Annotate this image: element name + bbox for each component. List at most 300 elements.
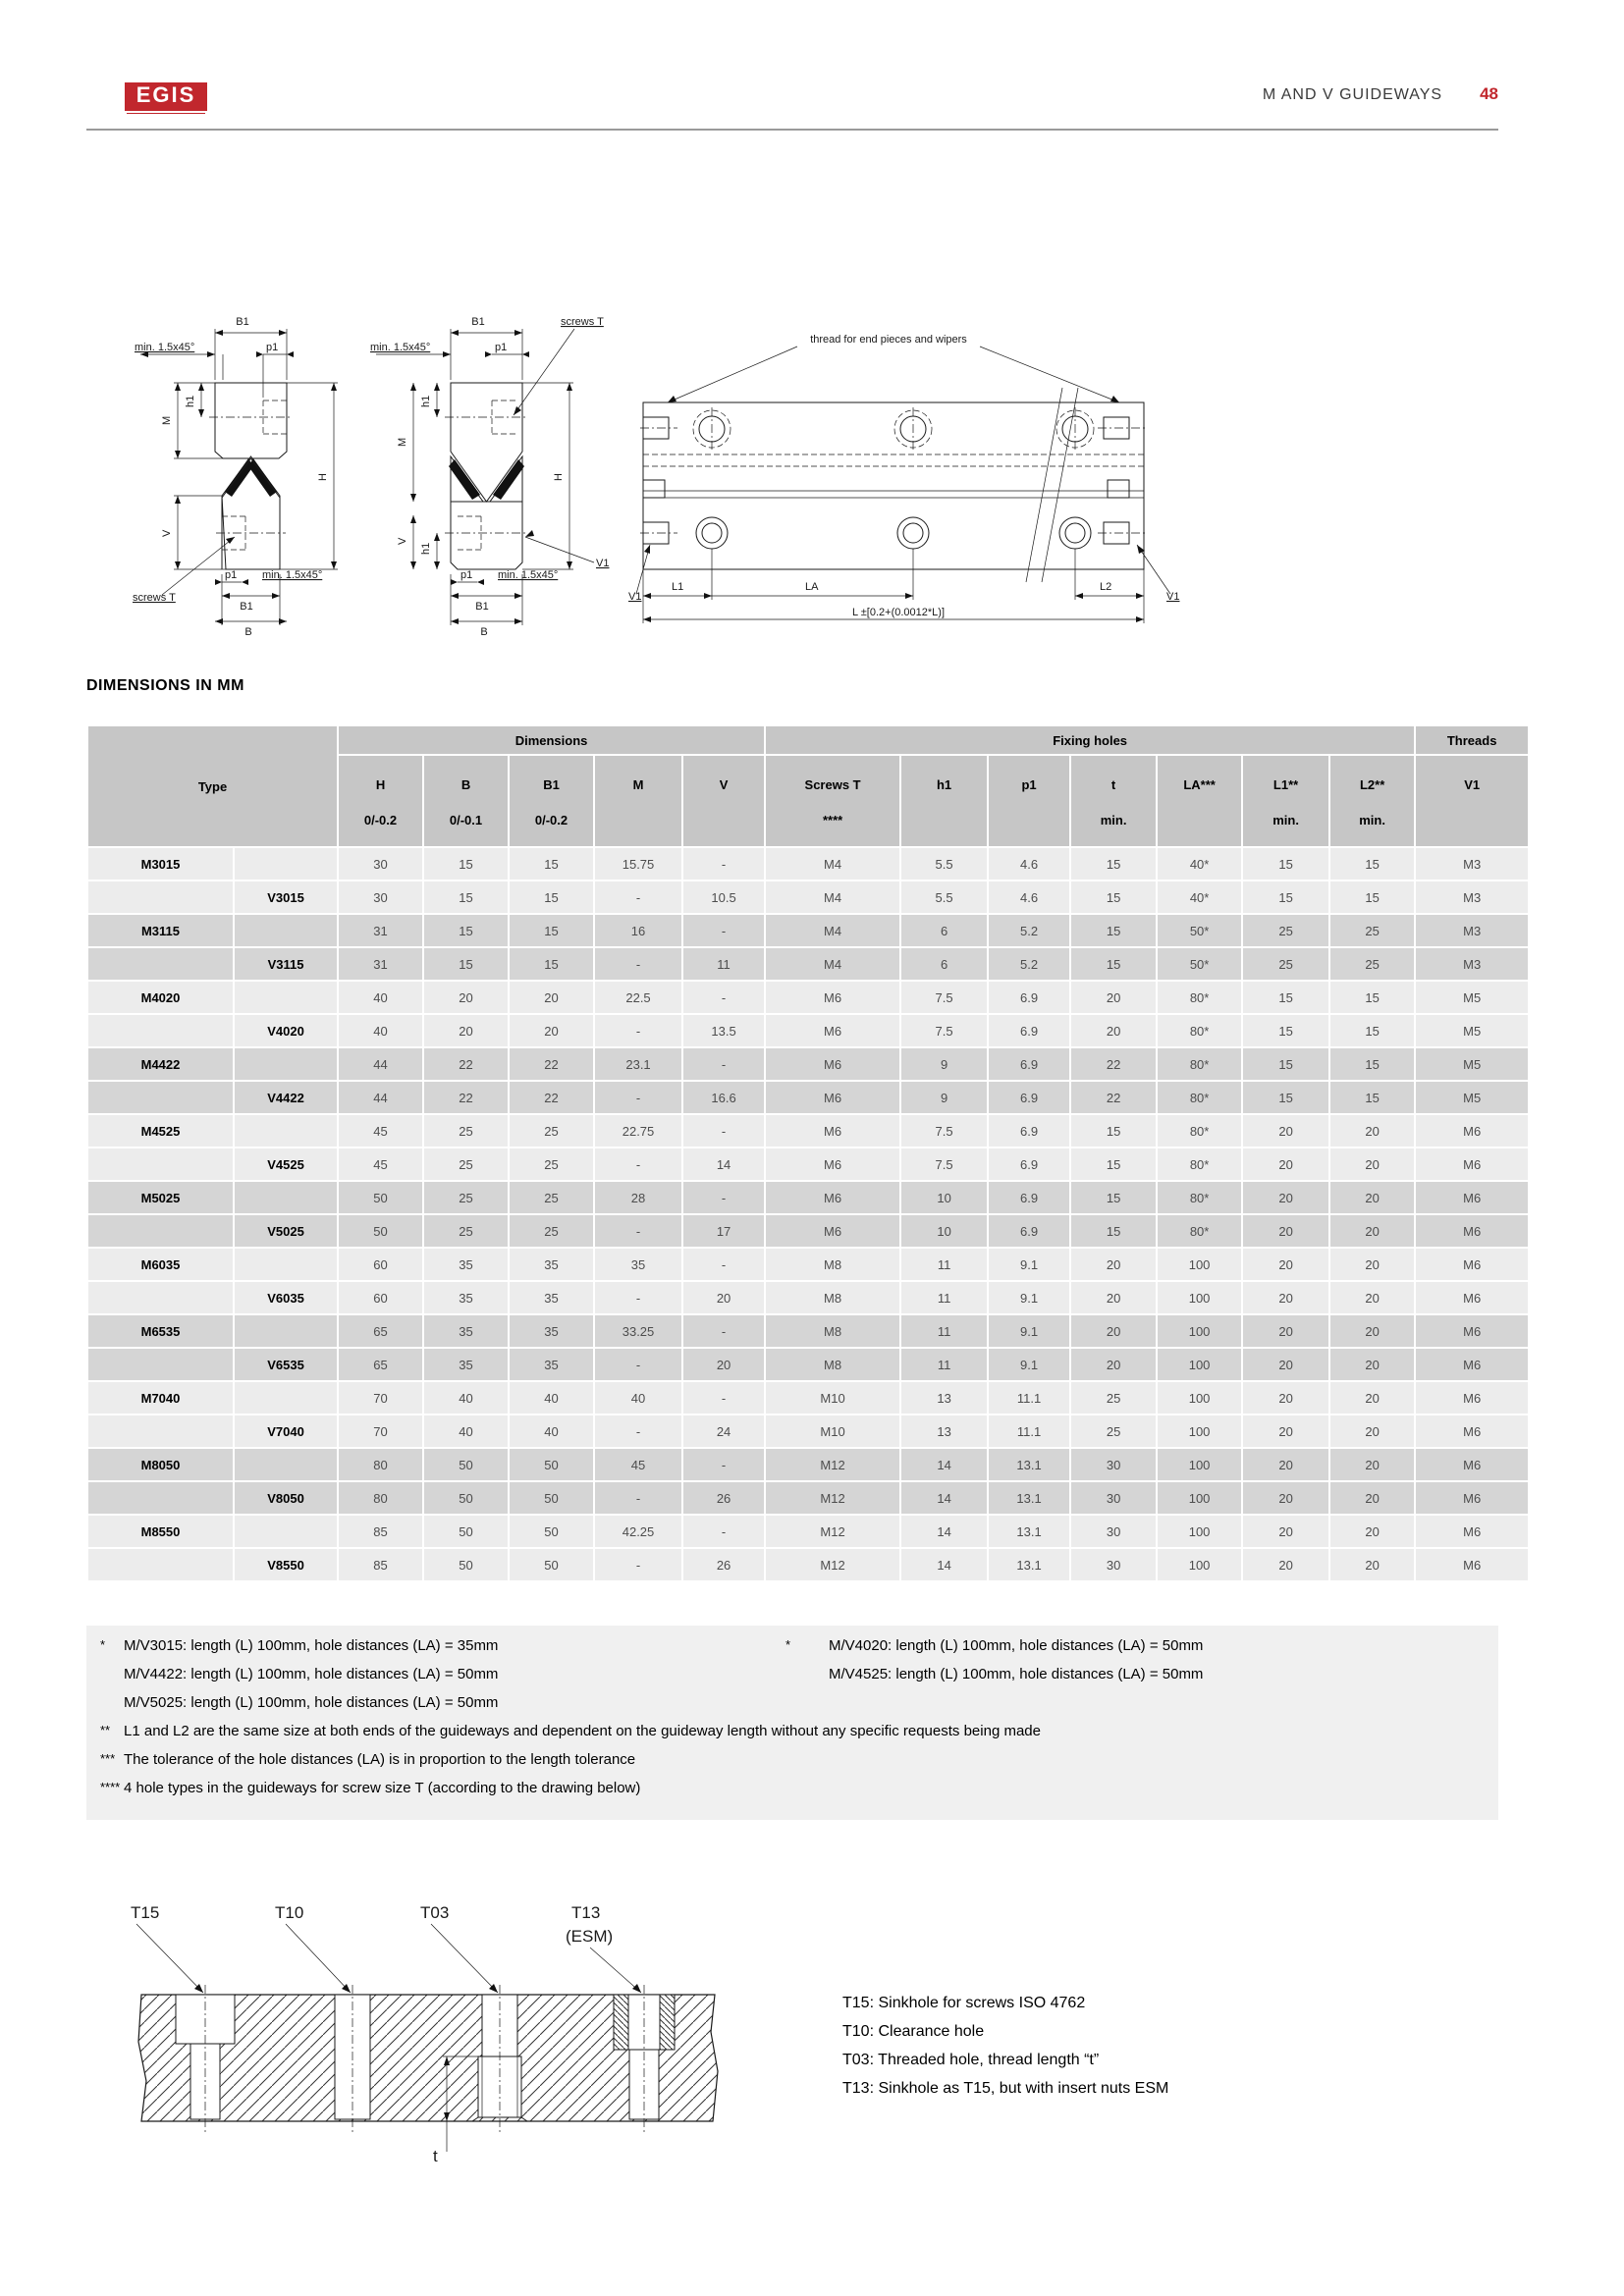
value-cell-l1: 20 xyxy=(1243,1315,1328,1347)
type-cell-v: V8050 xyxy=(235,1482,337,1514)
value-cell-screws: M6 xyxy=(766,1015,899,1046)
type-cell-m xyxy=(88,1415,233,1447)
value-cell-l1: 20 xyxy=(1243,1415,1328,1447)
value-cell-m: - xyxy=(595,1549,681,1580)
type-cell-m: M4422 xyxy=(88,1048,233,1080)
value-cell-l1: 20 xyxy=(1243,1382,1328,1414)
col-header-p1: p1 xyxy=(989,756,1069,846)
screws-t-label: screws T xyxy=(561,316,604,328)
type-header: Type xyxy=(88,726,337,846)
value-cell-l2: 25 xyxy=(1330,915,1414,946)
col-header-v: V xyxy=(683,756,764,846)
dim-label-b1-bottom: B1 xyxy=(240,601,253,613)
value-cell-screws: M6 xyxy=(766,982,899,1013)
footnote-marker: ** xyxy=(100,1723,111,1737)
dim-label-chamfer-bottom: min. 1.5x45° xyxy=(498,569,559,581)
value-cell-t: 15 xyxy=(1071,1115,1156,1147)
value-cell-h: 30 xyxy=(339,881,422,913)
value-cell-t: 25 xyxy=(1071,1415,1156,1447)
value-cell-screws: M6 xyxy=(766,1048,899,1080)
type-cell-m: M3115 xyxy=(88,915,233,946)
value-cell-h: 80 xyxy=(339,1449,422,1480)
table-row xyxy=(88,915,1528,946)
type-cell-m xyxy=(88,1148,233,1180)
value-cell-screws: M4 xyxy=(766,881,899,913)
value-cell-h1: 14 xyxy=(901,1549,987,1580)
value-cell-l1: 15 xyxy=(1243,1082,1328,1113)
header-rule xyxy=(86,129,1498,131)
footnote-text: 4 hole types in the guideways for screw size T (according to the drawing below) xyxy=(124,1780,641,1796)
value-cell-m: - xyxy=(595,1082,681,1113)
value-cell-h: 31 xyxy=(339,948,422,980)
value-cell-v: 10.5 xyxy=(683,881,764,913)
value-cell-la: 100 xyxy=(1158,1516,1241,1547)
value-cell-p1: 6.9 xyxy=(989,1182,1069,1213)
value-cell-m: - xyxy=(595,948,681,980)
value-cell-b: 35 xyxy=(424,1349,508,1380)
value-cell-h1: 13 xyxy=(901,1415,987,1447)
value-cell-b1: 50 xyxy=(510,1482,593,1514)
egis-logo: EGIS xyxy=(125,82,207,111)
value-cell-b: 35 xyxy=(424,1315,508,1347)
value-cell-p1: 5.2 xyxy=(989,915,1069,946)
value-cell-screws: M12 xyxy=(766,1449,899,1480)
value-cell-screws: M10 xyxy=(766,1415,899,1447)
legend-item-t15: T15: Sinkhole for screws ISO 4762 xyxy=(842,1995,1086,2011)
value-cell-m: 22.5 xyxy=(595,982,681,1013)
v1-label: V1 xyxy=(596,558,610,569)
value-cell-h1: 7.5 xyxy=(901,1115,987,1147)
value-cell-m: 15.75 xyxy=(595,848,681,880)
value-cell-la: 100 xyxy=(1158,1282,1241,1313)
dim-label-b: B xyxy=(244,626,252,638)
value-cell-l1: 20 xyxy=(1243,1249,1328,1280)
value-cell-h: 70 xyxy=(339,1415,422,1447)
value-cell-l1: 25 xyxy=(1243,915,1328,946)
value-cell-v: - xyxy=(683,1048,764,1080)
value-cell-m: 42.25 xyxy=(595,1516,681,1547)
legend-item-t10: T10: Clearance hole xyxy=(842,2023,985,2040)
value-cell-t: 20 xyxy=(1071,982,1156,1013)
value-cell-l2: 15 xyxy=(1330,1015,1414,1046)
value-cell-l2: 15 xyxy=(1330,982,1414,1013)
type-cell-m xyxy=(88,1015,233,1046)
value-cell-v1: M5 xyxy=(1416,1015,1528,1046)
value-cell-h: 60 xyxy=(339,1282,422,1313)
value-cell-screws: M8 xyxy=(766,1282,899,1313)
value-cell-h1: 7.5 xyxy=(901,982,987,1013)
value-cell-la: 80* xyxy=(1158,1115,1241,1147)
dim-label-l-tolerance: L ±[0.2+(0.0012*L)] xyxy=(852,607,945,618)
value-cell-l2: 20 xyxy=(1330,1415,1414,1447)
type-cell-m: M6035 xyxy=(88,1249,233,1280)
value-cell-l1: 20 xyxy=(1243,1182,1328,1213)
value-cell-v1: M3 xyxy=(1416,848,1528,880)
value-cell-t: 20 xyxy=(1071,1249,1156,1280)
value-cell-m: - xyxy=(595,1415,681,1447)
value-cell-v: - xyxy=(683,1516,764,1547)
value-cell-h1: 14 xyxy=(901,1516,987,1547)
dim-label-h: H xyxy=(553,473,565,481)
value-cell-h1: 7.5 xyxy=(901,1148,987,1180)
value-cell-la: 50* xyxy=(1158,915,1241,946)
value-cell-v1: M6 xyxy=(1416,1315,1528,1347)
type-cell-m: M4020 xyxy=(88,982,233,1013)
value-cell-b1: 15 xyxy=(510,881,593,913)
value-cell-v1: M6 xyxy=(1416,1282,1528,1313)
value-cell-t: 15 xyxy=(1071,915,1156,946)
value-cell-v: - xyxy=(683,1382,764,1414)
t03-label: T03 xyxy=(420,1903,450,1922)
value-cell-p1: 6.9 xyxy=(989,1015,1069,1046)
value-cell-la: 100 xyxy=(1158,1382,1241,1414)
value-cell-la: 80* xyxy=(1158,982,1241,1013)
value-cell-h: 70 xyxy=(339,1382,422,1414)
dim-label-p1-bottom: p1 xyxy=(225,569,238,581)
table-row xyxy=(88,1148,1528,1180)
value-cell-l1: 15 xyxy=(1243,1048,1328,1080)
value-cell-l2: 20 xyxy=(1330,1282,1414,1313)
value-cell-p1: 13.1 xyxy=(989,1549,1069,1580)
value-cell-v1: M3 xyxy=(1416,915,1528,946)
group-header-fixing-holes: Fixing holes xyxy=(766,726,1414,754)
footnote-text: M/V4525: length (L) 100mm, hole distances (LA) = 50mm xyxy=(829,1666,1204,1682)
value-cell-p1: 9.1 xyxy=(989,1349,1069,1380)
section-title: M AND V GUIDEWAYS xyxy=(1262,86,1443,103)
value-cell-m: 16 xyxy=(595,915,681,946)
group-header-threads: Threads xyxy=(1416,726,1528,754)
value-cell-la: 50* xyxy=(1158,948,1241,980)
value-cell-b: 40 xyxy=(424,1415,508,1447)
value-cell-la: 100 xyxy=(1158,1449,1241,1480)
value-cell-h: 60 xyxy=(339,1249,422,1280)
dim-label-p1-top: p1 xyxy=(266,342,279,353)
value-cell-l1: 15 xyxy=(1243,848,1328,880)
value-cell-h1: 9 xyxy=(901,1048,987,1080)
t10-label: T10 xyxy=(275,1903,304,1922)
value-cell-t: 25 xyxy=(1071,1382,1156,1414)
value-cell-v: - xyxy=(683,1249,764,1280)
type-cell-v xyxy=(235,1315,337,1347)
value-cell-l1: 20 xyxy=(1243,1215,1328,1247)
value-cell-b: 20 xyxy=(424,1015,508,1046)
col-header-l2: L2** min. xyxy=(1330,756,1414,846)
value-cell-p1: 6.9 xyxy=(989,982,1069,1013)
value-cell-la: 40* xyxy=(1158,881,1241,913)
value-cell-la: 80* xyxy=(1158,1182,1241,1213)
value-cell-l1: 20 xyxy=(1243,1115,1328,1147)
value-cell-h1: 9 xyxy=(901,1082,987,1113)
value-cell-h: 50 xyxy=(339,1182,422,1213)
value-cell-b: 15 xyxy=(424,848,508,880)
type-cell-v xyxy=(235,982,337,1013)
type-cell-m xyxy=(88,948,233,980)
type-cell-m xyxy=(88,1282,233,1313)
type-cell-v xyxy=(235,1048,337,1080)
type-cell-v: V6535 xyxy=(235,1349,337,1380)
value-cell-b: 40 xyxy=(424,1382,508,1414)
value-cell-t: 15 xyxy=(1071,1215,1156,1247)
value-cell-l1: 20 xyxy=(1243,1282,1328,1313)
value-cell-screws: M4 xyxy=(766,915,899,946)
value-cell-m: 33.25 xyxy=(595,1315,681,1347)
value-cell-t: 15 xyxy=(1071,1148,1156,1180)
value-cell-m: - xyxy=(595,1482,681,1514)
footnote-marker: **** xyxy=(100,1780,121,1794)
value-cell-b1: 15 xyxy=(510,915,593,946)
type-cell-v xyxy=(235,1382,337,1414)
value-cell-p1: 6.9 xyxy=(989,1082,1069,1113)
t13-label: T13 xyxy=(571,1903,601,1922)
value-cell-b1: 25 xyxy=(510,1215,593,1247)
value-cell-l1: 25 xyxy=(1243,948,1328,980)
value-cell-v: 20 xyxy=(683,1282,764,1313)
value-cell-v: 26 xyxy=(683,1549,764,1580)
type-cell-v xyxy=(235,1182,337,1213)
t-dim-label: t xyxy=(433,2147,438,2165)
value-cell-v: 13.5 xyxy=(683,1015,764,1046)
value-cell-m: - xyxy=(595,1282,681,1313)
type-cell-m: M8550 xyxy=(88,1516,233,1547)
value-cell-t: 20 xyxy=(1071,1015,1156,1046)
value-cell-h1: 5.5 xyxy=(901,848,987,880)
value-cell-p1: 11.1 xyxy=(989,1415,1069,1447)
type-cell-m xyxy=(88,1215,233,1247)
value-cell-screws: M4 xyxy=(766,948,899,980)
value-cell-l2: 15 xyxy=(1330,848,1414,880)
table-row xyxy=(88,1482,1528,1514)
value-cell-b1: 22 xyxy=(510,1048,593,1080)
value-cell-h1: 6 xyxy=(901,915,987,946)
value-cell-b: 25 xyxy=(424,1182,508,1213)
value-cell-screws: M8 xyxy=(766,1349,899,1380)
value-cell-l1: 15 xyxy=(1243,881,1328,913)
value-cell-m: 23.1 xyxy=(595,1048,681,1080)
value-cell-b1: 25 xyxy=(510,1182,593,1213)
value-cell-t: 15 xyxy=(1071,948,1156,980)
dimension-table-body xyxy=(88,848,1528,1580)
value-cell-h: 65 xyxy=(339,1315,422,1347)
dim-label-h1-bottom: h1 xyxy=(420,542,432,555)
value-cell-b: 50 xyxy=(424,1516,508,1547)
footnote-marker: * xyxy=(785,1637,791,1652)
value-cell-p1: 9.1 xyxy=(989,1282,1069,1313)
hole-type-legend xyxy=(842,1989,1168,2103)
value-cell-t: 20 xyxy=(1071,1349,1156,1380)
value-cell-l2: 20 xyxy=(1330,1516,1414,1547)
value-cell-v: 20 xyxy=(683,1349,764,1380)
value-cell-v1: M6 xyxy=(1416,1115,1528,1147)
value-cell-l2: 20 xyxy=(1330,1549,1414,1580)
footnote-text: M/V5025: length (L) 100mm, hole distances (LA) = 50mm xyxy=(124,1694,499,1711)
value-cell-v: 16.6 xyxy=(683,1082,764,1113)
value-cell-b: 25 xyxy=(424,1215,508,1247)
value-cell-b1: 25 xyxy=(510,1115,593,1147)
dim-label-h1: h1 xyxy=(420,395,432,407)
value-cell-la: 100 xyxy=(1158,1549,1241,1580)
value-cell-b: 50 xyxy=(424,1549,508,1580)
footnote-text: M/V3015: length (L) 100mm, hole distances (LA) = 35mm xyxy=(124,1637,499,1654)
table-row xyxy=(88,1182,1528,1213)
t15-label: T15 xyxy=(131,1903,160,1922)
col-header-la: LA*** xyxy=(1158,756,1241,846)
value-cell-h1: 11 xyxy=(901,1282,987,1313)
table-row xyxy=(88,881,1528,913)
value-cell-h: 80 xyxy=(339,1482,422,1514)
col-header-b1: B1 0/-0.2 xyxy=(510,756,593,846)
value-cell-b: 35 xyxy=(424,1282,508,1313)
value-cell-t: 22 xyxy=(1071,1048,1156,1080)
value-cell-p1: 4.6 xyxy=(989,848,1069,880)
value-cell-h: 44 xyxy=(339,1048,422,1080)
value-cell-la: 80* xyxy=(1158,1048,1241,1080)
value-cell-h1: 13 xyxy=(901,1382,987,1414)
hole-types-drawing xyxy=(93,1895,741,2179)
value-cell-screws: M8 xyxy=(766,1249,899,1280)
value-cell-la: 40* xyxy=(1158,848,1241,880)
value-cell-t: 30 xyxy=(1071,1482,1156,1514)
v1-label-left: V1 xyxy=(628,591,642,603)
dim-label-b1-bottom: B1 xyxy=(475,601,489,613)
dim-label-p1-top: p1 xyxy=(495,342,508,353)
value-cell-l2: 15 xyxy=(1330,1048,1414,1080)
table-row xyxy=(88,1249,1528,1280)
table-row xyxy=(88,1015,1528,1046)
type-cell-v xyxy=(235,915,337,946)
value-cell-l2: 20 xyxy=(1330,1182,1414,1213)
t10-hole xyxy=(335,1985,370,2135)
dim-label-m: M xyxy=(161,415,173,425)
value-cell-v1: M6 xyxy=(1416,1415,1528,1447)
dim-label-chamfer-top: min. 1.5x45° xyxy=(370,342,431,353)
type-cell-m xyxy=(88,1549,233,1580)
value-cell-t: 30 xyxy=(1071,1449,1156,1480)
type-cell-m: M6535 xyxy=(88,1315,233,1347)
value-cell-la: 80* xyxy=(1158,1215,1241,1247)
value-cell-la: 100 xyxy=(1158,1349,1241,1380)
value-cell-b: 22 xyxy=(424,1082,508,1113)
value-cell-b1: 35 xyxy=(510,1315,593,1347)
value-cell-h1: 11 xyxy=(901,1249,987,1280)
end-thread-symbols xyxy=(640,417,1147,544)
type-cell-v xyxy=(235,1516,337,1547)
value-cell-screws: M6 xyxy=(766,1148,899,1180)
value-cell-l2: 20 xyxy=(1330,1148,1414,1180)
value-cell-l2: 20 xyxy=(1330,1315,1414,1347)
type-cell-v xyxy=(235,848,337,880)
group-header-dimensions: Dimensions xyxy=(339,726,764,754)
value-cell-p1: 13.1 xyxy=(989,1516,1069,1547)
value-cell-h: 31 xyxy=(339,915,422,946)
col-header-v1: V1 xyxy=(1416,756,1528,846)
value-cell-t: 15 xyxy=(1071,881,1156,913)
value-cell-p1: 4.6 xyxy=(989,881,1069,913)
value-cell-v: - xyxy=(683,915,764,946)
value-cell-m: 45 xyxy=(595,1449,681,1480)
value-cell-v1: M6 xyxy=(1416,1249,1528,1280)
footnote-text: The tolerance of the hole distances (LA) is in proportion to the length tolerance xyxy=(124,1751,636,1768)
value-cell-h1: 14 xyxy=(901,1449,987,1480)
value-cell-l1: 20 xyxy=(1243,1148,1328,1180)
col-header-t: t min. xyxy=(1071,756,1156,846)
value-cell-l2: 20 xyxy=(1330,1482,1414,1514)
value-cell-m: - xyxy=(595,1148,681,1180)
m-profile-cross-section-drawing xyxy=(133,309,368,638)
value-cell-h: 45 xyxy=(339,1115,422,1147)
value-cell-h: 65 xyxy=(339,1349,422,1380)
type-cell-m xyxy=(88,881,233,913)
guideway-top-view-drawing xyxy=(628,309,1218,643)
bottom-hole-row xyxy=(696,517,1091,549)
type-cell-m: M4525 xyxy=(88,1115,233,1147)
value-cell-t: 22 xyxy=(1071,1082,1156,1113)
value-cell-la: 80* xyxy=(1158,1015,1241,1046)
type-cell-v: V4422 xyxy=(235,1082,337,1113)
table-row xyxy=(88,1349,1528,1380)
value-cell-la: 80* xyxy=(1158,1148,1241,1180)
value-cell-v1: M6 xyxy=(1416,1349,1528,1380)
value-cell-v: 24 xyxy=(683,1415,764,1447)
value-cell-v1: M6 xyxy=(1416,1182,1528,1213)
esm-label: (ESM) xyxy=(566,1927,614,1946)
value-cell-h1: 7.5 xyxy=(901,1015,987,1046)
type-cell-v: V3015 xyxy=(235,881,337,913)
col-header-b: B 0/-0.1 xyxy=(424,756,508,846)
value-cell-l2: 15 xyxy=(1330,881,1414,913)
value-cell-v1: M6 xyxy=(1416,1215,1528,1247)
value-cell-b: 25 xyxy=(424,1148,508,1180)
value-cell-m: - xyxy=(595,1349,681,1380)
value-cell-b1: 50 xyxy=(510,1449,593,1480)
value-cell-h: 45 xyxy=(339,1148,422,1180)
col-header-h1: h1 xyxy=(901,756,987,846)
value-cell-t: 20 xyxy=(1071,1315,1156,1347)
value-cell-p1: 9.1 xyxy=(989,1249,1069,1280)
value-cell-b1: 40 xyxy=(510,1415,593,1447)
value-cell-t: 15 xyxy=(1071,848,1156,880)
value-cell-l2: 20 xyxy=(1330,1115,1414,1147)
value-cell-m: 22.75 xyxy=(595,1115,681,1147)
value-cell-v: - xyxy=(683,1182,764,1213)
col-header-screws-t: Screws T **** xyxy=(766,756,899,846)
table-row xyxy=(88,848,1528,880)
value-cell-h1: 11 xyxy=(901,1315,987,1347)
col-header-h: H 0/-0.2 xyxy=(339,756,422,846)
value-cell-h: 40 xyxy=(339,1015,422,1046)
value-cell-h: 40 xyxy=(339,982,422,1013)
value-cell-screws: M6 xyxy=(766,1082,899,1113)
value-cell-b: 20 xyxy=(424,982,508,1013)
value-cell-h1: 11 xyxy=(901,1349,987,1380)
value-cell-v: 14 xyxy=(683,1148,764,1180)
type-cell-m xyxy=(88,1349,233,1380)
thread-note-label: thread for end pieces and wipers xyxy=(810,334,967,346)
footnote-text: L1 and L2 are the same size at both ends of the guideways and dependent on the guideway length without any specific requests being made xyxy=(124,1723,1041,1739)
value-cell-m: 40 xyxy=(595,1382,681,1414)
footnote-marker: * xyxy=(100,1637,106,1652)
value-cell-l1: 15 xyxy=(1243,982,1328,1013)
value-cell-v1: M6 xyxy=(1416,1516,1528,1547)
value-cell-b1: 20 xyxy=(510,1015,593,1046)
value-cell-screws: M12 xyxy=(766,1516,899,1547)
value-cell-h: 85 xyxy=(339,1549,422,1580)
value-cell-b1: 22 xyxy=(510,1082,593,1113)
table-row xyxy=(88,1516,1528,1547)
value-cell-t: 30 xyxy=(1071,1516,1156,1547)
value-cell-l2: 15 xyxy=(1330,1082,1414,1113)
value-cell-m: - xyxy=(595,1015,681,1046)
screws-t-label: screws T xyxy=(133,592,176,604)
